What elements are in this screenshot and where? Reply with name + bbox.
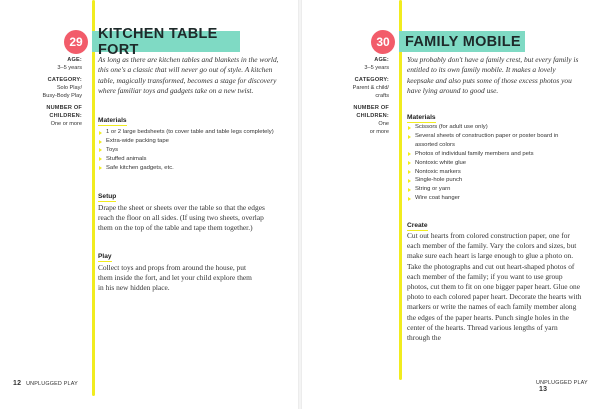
age-label: AGE: [374, 57, 389, 63]
activity-number-badge: 30 [371, 30, 395, 54]
bullet-icon [99, 157, 102, 161]
bullet-icon [408, 126, 411, 130]
materials-list [98, 128, 278, 173]
children-label: CHILDREN: [356, 113, 389, 119]
list-item: Single-hole punch [407, 176, 579, 185]
category-value: Parent & child/ [352, 85, 389, 91]
children-value: One [378, 121, 389, 127]
list-item: Toys [98, 146, 278, 155]
bullet-icon [408, 179, 411, 183]
age-label: AGE: [67, 57, 82, 63]
section-name: UNPLUGGED PLAY [26, 381, 78, 387]
activity-title: KITCHEN TABLE FORT [92, 31, 240, 52]
right-page [300, 0, 600, 409]
bullet-icon [99, 148, 102, 152]
section-name: UNPLUGGED PLAY [536, 380, 588, 386]
bullet-icon [408, 152, 411, 156]
list-item: Several sheets of construction paper or poster board in assorted colors [407, 132, 579, 150]
children-label: NUMBER OF [353, 105, 389, 111]
materials-list [407, 123, 579, 203]
category-value: Solo Play/ [56, 85, 82, 91]
category-label: CATEGORY: [47, 77, 82, 83]
list-item: Scissors (for adult use only) [407, 123, 579, 132]
list-item: Photos of individual family members and pets [407, 150, 579, 159]
category-label: CATEGORY: [354, 77, 389, 83]
age-value: 3–5 years [364, 65, 389, 71]
create-paragraph: Cut out hearts from colored construction paper, one for each member of the family. Vary the colors and sizes, but make sure each heart is large enough to glue a photo on. Take the photographs and cut out heart-shaped photos of each member of the family; if you want to use group photos, cut them to fit on one bigger paper heart. Glue one photo to each colored paper heart. Decorate the hearts with markers or write the names of each family member along the edges of the paper hearts. Punch single holes in the center of the hearts. Thread various lengths of yarn through the [407, 231, 582, 343]
list-item: Safe kitchen gadgets, etc. [98, 164, 278, 173]
page-number: 12 [13, 380, 22, 387]
list-item: Nontoxic markers [407, 168, 579, 177]
bullet-icon [99, 140, 102, 144]
activity-title: FAMILY MOBILE [399, 31, 525, 52]
materials-heading: Materials [407, 114, 436, 121]
setup-heading: Setup [98, 193, 117, 200]
page-number: 13 [539, 386, 548, 393]
bullet-icon [408, 188, 411, 192]
children-value: or more [369, 129, 389, 135]
activity-meta [340, 56, 389, 136]
category-value: Busy-Body Play [42, 93, 82, 99]
list-item: Nontoxic white glue [407, 159, 579, 168]
materials-heading: Materials [98, 117, 127, 124]
list-item: String or yarn [407, 185, 579, 194]
yellow-divider-line [399, 0, 402, 380]
activity-meta [30, 56, 82, 128]
play-paragraph: Collect toys and props from around the house, put them inside the fort, and let your child explore them in his new hidden place. [98, 263, 252, 293]
intro-paragraph: As long as there are kitchen tables and blankets in the world, this one's a classic that will never go out of style. A kitchen table, magically transformed, becomes a stage for discovery where familiar toys and gadgets take on a new twist. [98, 55, 279, 96]
list-item: Stuffed animals [98, 155, 278, 164]
children-label: NUMBER OF [46, 105, 82, 111]
list-item: 1 or 2 large bedsheets (to cover table and table legs completely) [98, 128, 278, 137]
age-value: 3–5 years [57, 65, 82, 71]
play-heading: Play [98, 253, 112, 260]
list-item: Extra-wide packing tape [98, 137, 278, 146]
children-label: CHILDREN: [49, 113, 82, 119]
bullet-icon [408, 170, 411, 174]
create-heading: Create [407, 222, 428, 229]
bullet-icon [99, 166, 102, 170]
setup-paragraph: Drape the sheet or sheets over the table so that the edges reach the floor on all sides. (If using two sheets, overlap them on the top of the table and tape them together.) [98, 203, 265, 233]
bullet-icon [408, 197, 411, 201]
activity-number-badge: 29 [64, 30, 88, 54]
children-value: One or more [50, 121, 82, 127]
bullet-icon [99, 131, 102, 135]
page-footer [10, 380, 78, 387]
page-footer [536, 380, 600, 393]
yellow-divider-line [92, 0, 95, 396]
bullet-icon [408, 135, 411, 139]
list-item: Wire coat hanger [407, 194, 579, 203]
intro-paragraph: You probably don't have a family crest, but every family is entitled to its own family mobile. It makes a lovely keepsake and also puts some of those excess photos you have lying around to good use. [407, 55, 579, 96]
category-value: crafts [375, 93, 389, 99]
bullet-icon [408, 161, 411, 165]
